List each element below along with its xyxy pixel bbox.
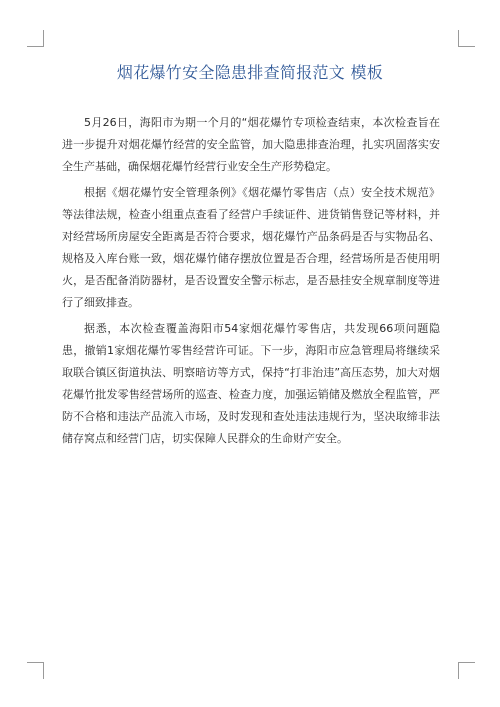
document-title: 烟花爆竹安全隐患排查简报范文 模板 [116,63,384,82]
crop-mark-bottom-left [27,662,44,679]
document-body [62,112,440,454]
paragraph-1: 5月26日，海阳市为期一个月的“烟花爆竹专项检查结束，本次检查旨在进一步提升对烟花爆竹经营的安全监管，加大隐患排查治理，扎实巩固落实安全生产基础，确保烟花爆竹经营行业安全生产形势稳定。 [62,116,440,173]
paragraph-2: 根据《烟花爆竹安全管理条例》《烟花爆竹零售店（点）安全技术规范》等法律法规，检查小组重点查看了经营户手续证件、进货销售登记等材料，并对经营场所房屋安全距离是否符合要求，烟花爆竹产品条码是否与实物品名、规格及入库台账一致，烟花爆竹储存摆放位置是否合理，经营场所是否使用明火，是否配备消防器材，是否设置安全警示标志，是否悬挂安全规章制度等进行了细致排查。 [62,186,440,309]
crop-mark-bottom-right [458,662,475,679]
crop-mark-top-right [458,30,475,47]
paragraph-3: 据悉，本次检查覆盖海阳市54家烟花爆竹零售店，共发现66项问题隐患，撤销1家烟花爆竹零售经营许可证。下一步，海阳市应急管理局将继续采取联合镇区街道执法、明察暗访等方式，保持“打非治违”高压态势，加大对烟花爆竹批发零售经营场所的巡查、检查力度，加强运销储及燃放全程监管，严防不合格和违法产品流入市场，及时发现和查处违法违规行为，坚决取缔非法储存窝点和经营门店，切实保障人民群众的生命财产安全。 [62,322,440,445]
crop-mark-top-left [27,30,44,47]
